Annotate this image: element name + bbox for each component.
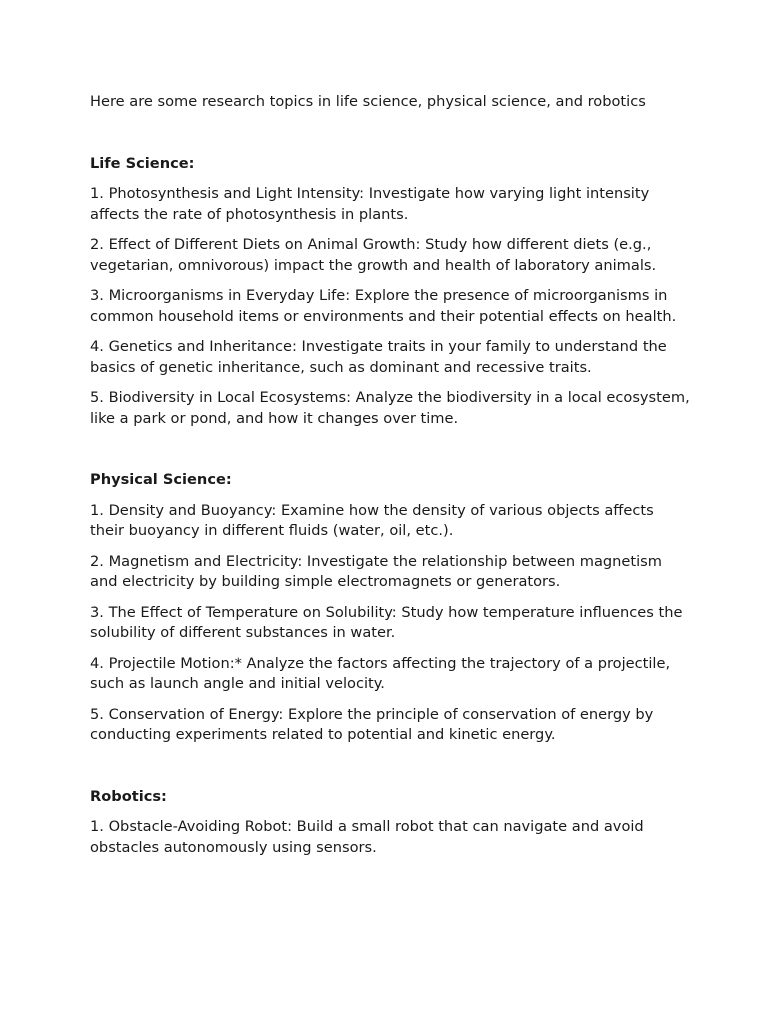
list-item: 3. The Effect of Temperature on Solubility: Study how temperature influences the solubility of different substances in water. [90, 603, 683, 641]
list-item: 4. Projectile Motion:* Analyze the factors affecting the trajectory of a projectile, such as launch angle and initial velocity. [90, 654, 671, 692]
list-item: 2. Magnetism and Electricity: Investigate the relationship between magnetism and electricity by building simple electromagnets or generators. [90, 552, 662, 590]
list-item: 2. Effect of Different Diets on Animal Growth: Study how different diets (e.g., vegetarian, omnivorous) impact the growth and health of laboratory animals. [90, 236, 657, 274]
section-heading-physical-science: Physical Science: [90, 471, 232, 488]
intro-paragraph: Here are some research topics in life science, physical science, and robotics [90, 93, 646, 110]
list-item: 1. Obstacle-Avoiding Robot: Build a small robot that can navigate and avoid obstacles autonomously using sensors. [90, 818, 644, 856]
list-item: 1. Density and Buoyancy: Examine how the density of various objects affects their buoyancy in different fluids (water, oil, etc.). [90, 501, 654, 539]
physical-science-list [90, 501, 690, 746]
life-science-list [90, 184, 690, 429]
list-item: 3. Microorganisms in Everyday Life: Explore the presence of microorganisms in common household items or environments and their potential effects on health. [90, 287, 677, 325]
robotics-list [90, 817, 690, 858]
list-item: 1. Photosynthesis and Light Intensity: Investigate how varying light intensity affects the rate of photosynthesis in plants. [90, 185, 650, 223]
list-item: 5. Conservation of Energy: Explore the principle of conservation of energy by conducting experiments related to potential and kinetic energy. [90, 705, 654, 743]
section-heading-robotics: Robotics: [90, 787, 167, 805]
list-item: 4. Genetics and Inheritance: Investigate traits in your family to understand the basics of genetic inheritance, such as dominant and recessive traits. [90, 338, 667, 376]
list-item: 5. Biodiversity in Local Ecosystems: Analyze the biodiversity in a local ecosystem, like a park or pond, and how it changes over time. [90, 389, 690, 427]
document-page [90, 92, 690, 858]
section-heading-life-science: Life Science: [90, 154, 195, 172]
